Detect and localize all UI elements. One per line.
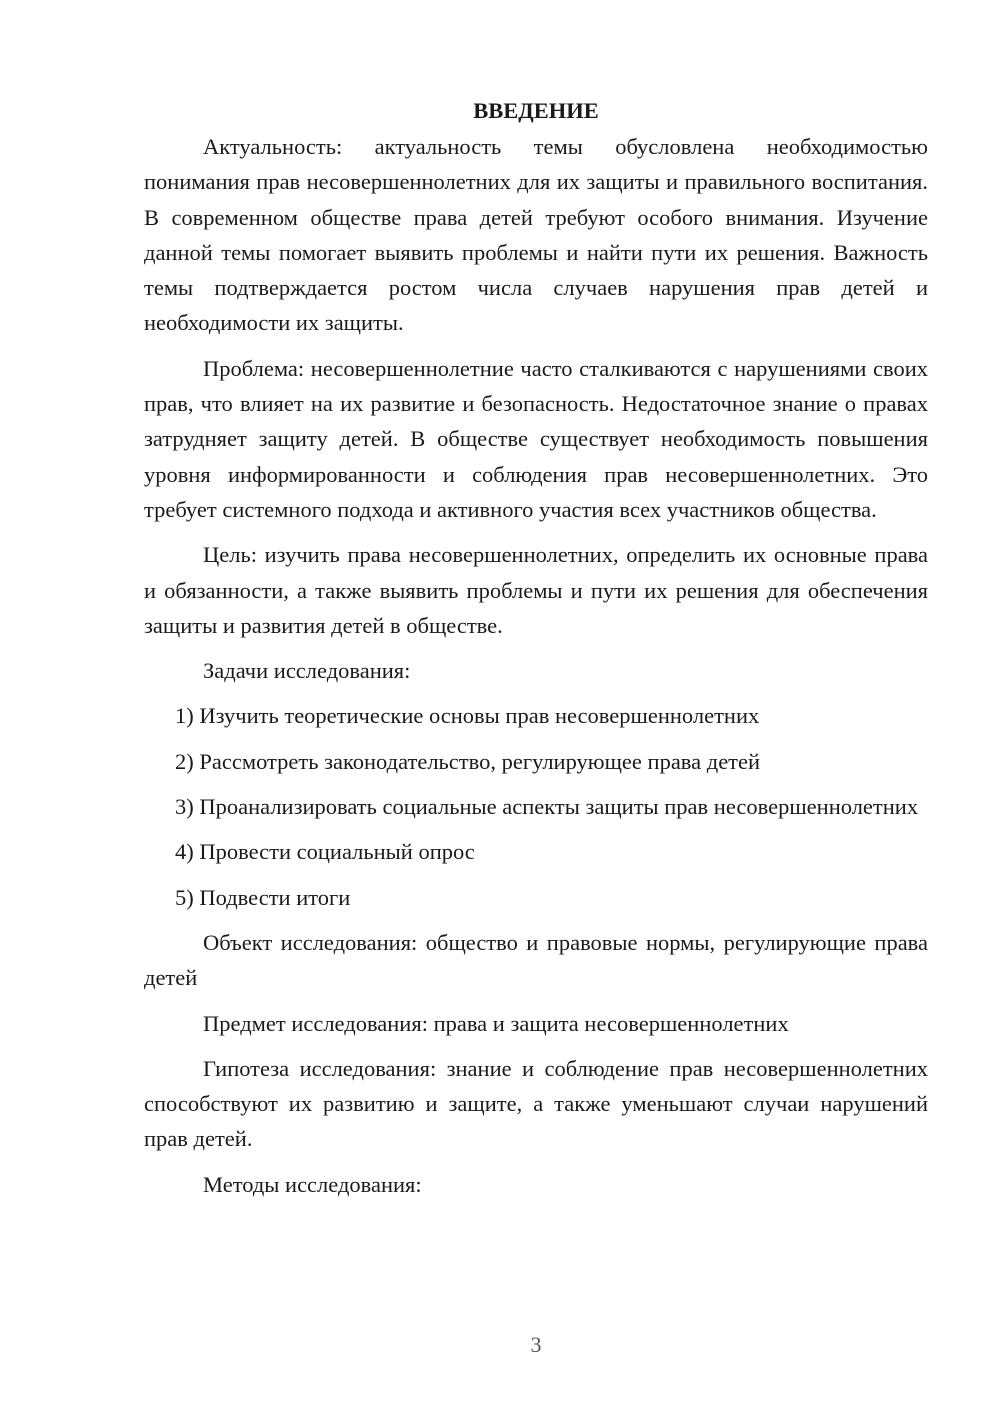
paragraph-tasks-intro: Задачи исследования: <box>203 658 411 684</box>
task-item-2: 2) Рассмотреть законодательство, регулирующее права детей <box>175 748 761 774</box>
task-item-4: 4) Провести социальный опрос <box>175 839 475 865</box>
paragraph-relevance: Актуальность: актуальность темы обусловлена необходимостью понимания прав несовершеннолетних для их защиты и правильного воспитания. В современном обществе права детей требуют особого внимания. Изучение данной темы помогает выявить проблемы и найти пути их решения. Важность темы подтверждается ростом числа случаев нарушения прав детей и необходимости их защиты. <box>144 134 928 336</box>
paragraph-object: Объект исследования: общество и правовые нормы, регулирующие права детей <box>144 929 928 991</box>
task-item-1: 1) Изучить теоретические основы прав несовершеннолетних <box>175 703 760 729</box>
section-heading: ВВЕДЕНИЕ <box>473 98 599 123</box>
page-number: 3 <box>530 1332 542 1357</box>
paragraph-subject: Предмет исследования: права и защита несовершеннолетних <box>203 1010 789 1036</box>
paragraph-goal: Цель: изучить права несовершеннолетних, определить их основные права и обязанности, а также выявить проблемы и пути их решения для обеспечения защиты и развития детей в обществе. <box>144 542 928 638</box>
paragraph-problem: Проблема: несовершеннолетние часто сталкиваются с нарушениями своих прав, что влияет на их развитие и безопасность. Недостаточное знание о правах затрудняет защиту детей. В обществе существует необходимость повышения уровня информированности и соблюдения прав несовершеннолетних. Это требует системного подхода и активного участия всех участников общества. <box>144 355 928 522</box>
page-content <box>144 93 928 1212</box>
paragraph-hypothesis: Гипотеза исследования: знание и соблюдение прав несовершеннолетних способствуют их развитию и защите, а также уменьшают случаи нарушений прав детей. <box>144 1055 928 1152</box>
paragraph-methods: Методы исследования: <box>203 1171 422 1197</box>
task-item-3: 3) Проанализировать социальные аспекты защиты прав несовершеннолетних <box>175 794 919 820</box>
task-item-5: 5) Подвести итоги <box>175 884 351 910</box>
